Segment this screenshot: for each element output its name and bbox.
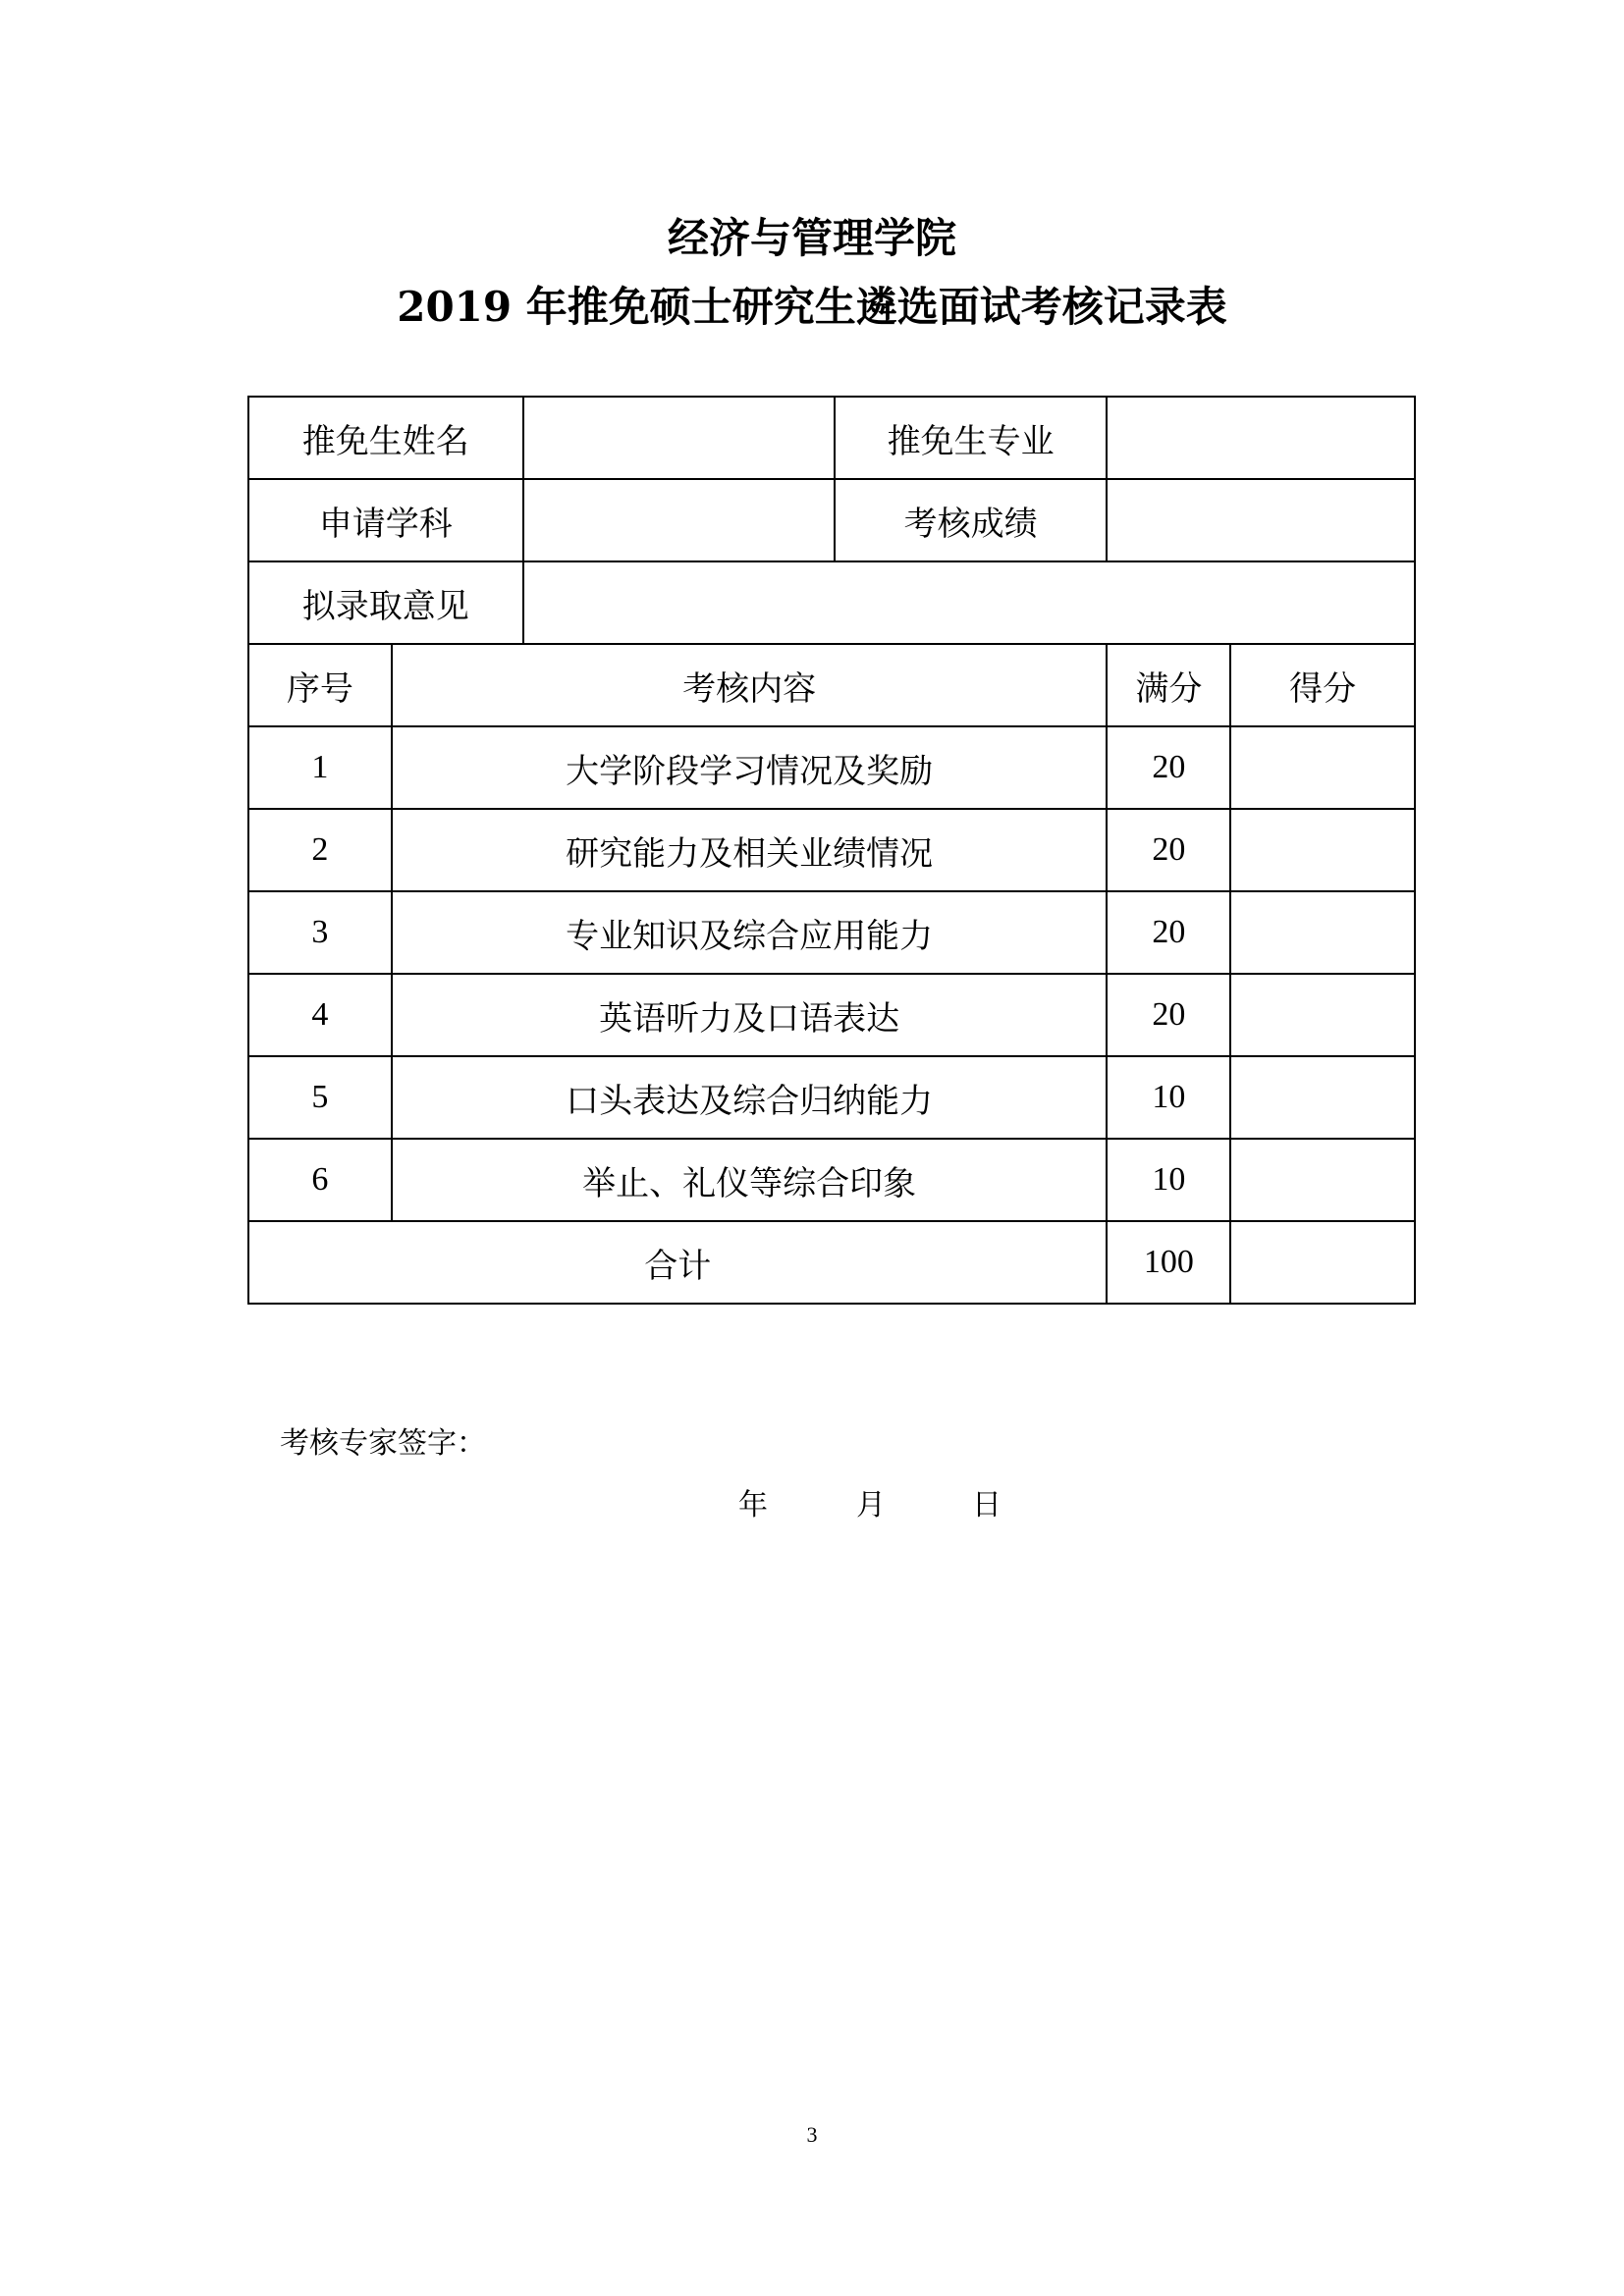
date-month-label: 月 [856, 1488, 886, 1522]
row-no: 4 [248, 974, 392, 1056]
expert-signature-label: 考核专家签字： [280, 1426, 486, 1461]
row-got-score-field[interactable] [1230, 1056, 1415, 1139]
row-got-score-field[interactable] [1230, 809, 1415, 891]
row-full-score: 10 [1107, 1139, 1230, 1221]
row-got-score-field[interactable] [1230, 891, 1415, 974]
row-full-score: 20 [1107, 974, 1230, 1056]
opinion-label: 拟录取意见 [248, 561, 523, 644]
header-got-score: 得分 [1230, 644, 1415, 726]
row-content: 研究能力及相关业绩情况 [392, 809, 1108, 891]
row-got-score-field[interactable] [1230, 1139, 1415, 1221]
row-content: 举止、礼仪等综合印象 [392, 1139, 1108, 1221]
table-row [248, 974, 1415, 1056]
header-content: 考核内容 [392, 644, 1108, 726]
info-row-subject [248, 479, 1415, 561]
row-content: 英语听力及口语表达 [392, 974, 1108, 1056]
score-value-field[interactable] [1107, 479, 1415, 561]
row-content: 专业知识及综合应用能力 [392, 891, 1108, 974]
opinion-value-field[interactable] [523, 561, 1416, 644]
interview-record-table [247, 396, 1416, 1305]
header-no: 序号 [248, 644, 392, 726]
major-label: 推免生专业 [835, 397, 1108, 479]
document-title: 经济与管理学院 [667, 214, 956, 262]
document-subtitle: 2019 年推免硕士研究生遴选面试考核记录表 [397, 283, 1227, 331]
table-row [248, 1139, 1415, 1221]
total-full-score: 100 [1107, 1221, 1230, 1304]
row-content: 口头表达及综合归纳能力 [392, 1056, 1108, 1139]
row-full-score: 20 [1107, 891, 1230, 974]
row-no: 3 [248, 891, 392, 974]
table-row [248, 809, 1415, 891]
name-label: 推免生姓名 [248, 397, 523, 479]
row-content: 大学阶段学习情况及奖励 [392, 726, 1108, 809]
name-value-field[interactable] [523, 397, 835, 479]
row-full-score: 10 [1107, 1056, 1230, 1139]
page-number: 3 [806, 2122, 818, 2147]
table-row [248, 726, 1415, 809]
total-got-score-field[interactable] [1230, 1221, 1415, 1304]
row-no: 6 [248, 1139, 392, 1221]
info-row-opinion [248, 561, 1415, 644]
row-no: 2 [248, 809, 392, 891]
table-row [248, 891, 1415, 974]
subject-label: 申请学科 [248, 479, 523, 561]
row-full-score: 20 [1107, 809, 1230, 891]
row-no: 1 [248, 726, 392, 809]
major-value-field[interactable] [1107, 397, 1415, 479]
total-row [248, 1221, 1415, 1304]
row-full-score: 20 [1107, 726, 1230, 809]
date-year-label: 年 [738, 1488, 768, 1522]
subject-value-field[interactable] [523, 479, 835, 561]
info-row-name [248, 397, 1415, 479]
date-day-label: 日 [972, 1488, 1001, 1522]
row-got-score-field[interactable] [1230, 726, 1415, 809]
header-full-score: 满分 [1107, 644, 1230, 726]
score-label: 考核成绩 [835, 479, 1108, 561]
row-no: 5 [248, 1056, 392, 1139]
table-header-row [248, 644, 1415, 726]
row-got-score-field[interactable] [1230, 974, 1415, 1056]
total-label: 合计 [248, 1221, 1107, 1304]
table-row [248, 1056, 1415, 1139]
